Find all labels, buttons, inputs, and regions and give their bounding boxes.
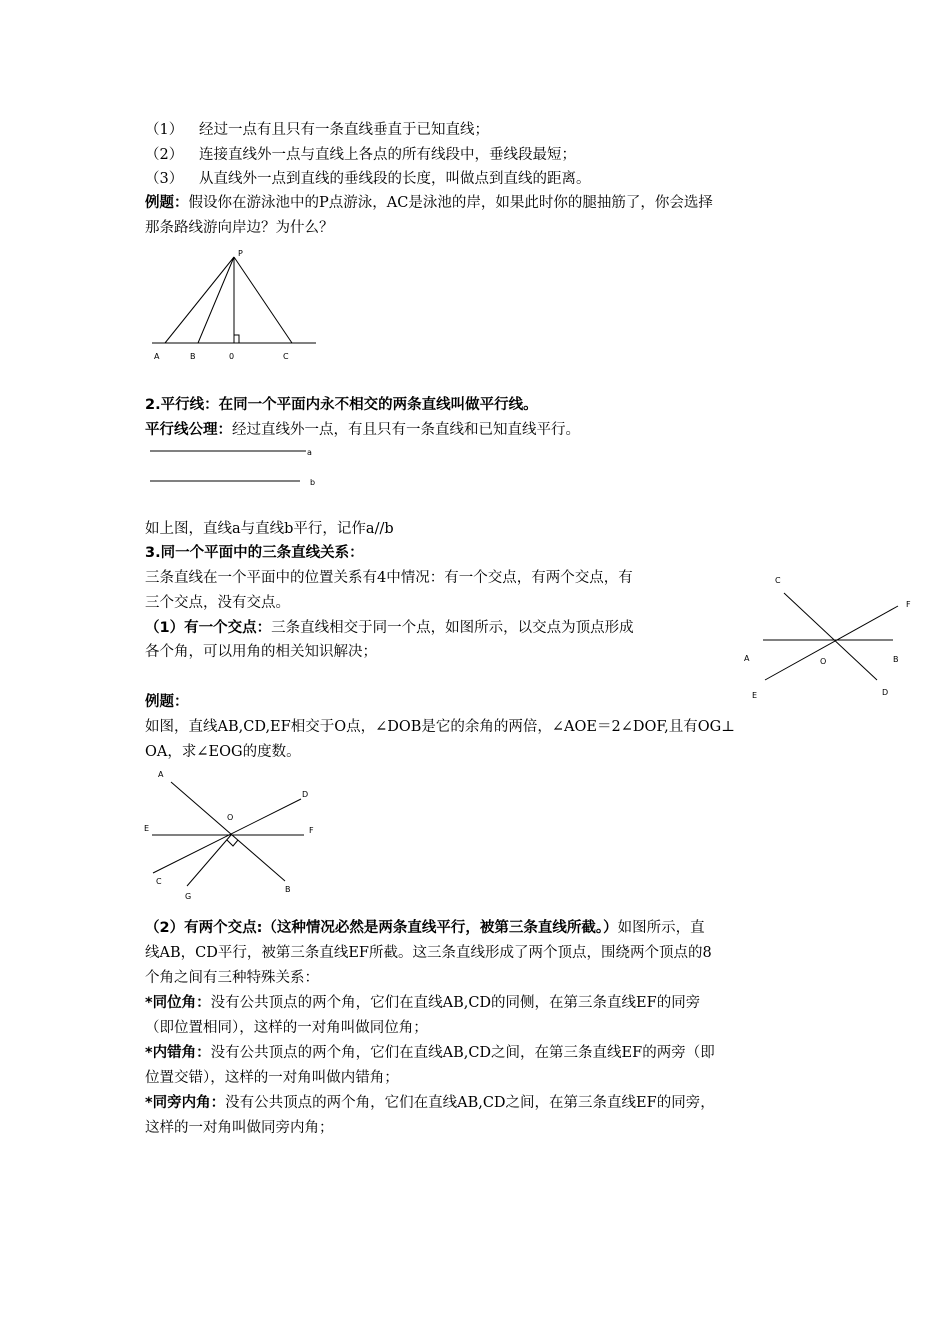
ray-og xyxy=(187,835,231,886)
parallel-note: 如上图，直线a与直线b平行，记作a//b xyxy=(145,521,394,537)
label-e: E xyxy=(144,824,150,833)
section3-intro1: 三条直线在一个平面中的位置关系有4中情况：有一个交点，有两个交点，有 xyxy=(145,570,633,586)
example2-label: 例题： xyxy=(145,694,189,710)
property-3: （3） 从直线外一点到直线的垂线段的长度，叫做点到直线的距离。 xyxy=(145,171,591,187)
label-f: F xyxy=(906,600,911,609)
label-o: O xyxy=(227,813,234,822)
label-f: F xyxy=(309,826,314,835)
case1-label: （1）有一个交点： xyxy=(145,620,272,636)
example2-line1: 如图，直线AB,CD,EF相交于O点，∠DOB是它的余角的两倍，∠AOE＝2∠DOF,且有OG⊥ xyxy=(145,719,735,735)
case2-line2: 线AB，CD平行，被第三条直线EF所截。这三条直线形成了两个顶点，围绕两个顶点的8 xyxy=(145,945,712,961)
case1-line2: 各个角，可以用角的相关知识解决； xyxy=(145,644,377,660)
label-b: B xyxy=(285,885,291,894)
line-cd xyxy=(153,799,301,873)
def-corresponding-l1: *同位角：没有公共顶点的两个角，它们在直线AB,CD的同侧，在第三条直线EF的同旁 xyxy=(145,995,701,1011)
label-c: C xyxy=(775,576,781,585)
def-interior-l1: *同旁内角：没有公共顶点的两个角，它们在直线AB,CD之间，在第三条直线EF的同旁， xyxy=(145,1095,715,1111)
example2-line2: OA，求∠EOG的度数。 xyxy=(145,744,301,760)
label-a: A xyxy=(744,654,750,663)
def-alternate-label: *内错角： xyxy=(145,1045,211,1061)
case2-line1: （2）有两个交点:（这种情况必然是两条直线平行，被第三条直线所截。）如图所示，直 xyxy=(145,920,705,936)
def-corresponding-label: *同位角： xyxy=(145,995,211,1011)
label-e: E xyxy=(752,691,758,700)
label-o: O xyxy=(820,657,827,666)
section3-intro2: 三个交点，没有交点。 xyxy=(145,595,290,611)
property-2: （2） 连接直线外一点与直线上各点的所有线段中，垂线段最短； xyxy=(145,147,576,163)
label-p: P xyxy=(238,249,243,258)
label-a: A xyxy=(158,770,164,779)
case2-line3: 个角之间有三种特殊关系： xyxy=(145,970,319,986)
line-ab xyxy=(171,782,285,881)
label-d: D xyxy=(302,790,309,799)
def-interior-label: *同旁内角： xyxy=(145,1095,226,1111)
axiom-label: 平行线公理： xyxy=(145,422,232,438)
def-interior-l2: 这样的一对角叫做同旁内角； xyxy=(145,1120,334,1136)
def-alternate-l1: *内错角：没有公共顶点的两个角，它们在直线AB,CD之间，在第三条直线EF的两旁（即 xyxy=(145,1045,715,1061)
label-o: 0 xyxy=(229,352,235,361)
def-corresponding-l2: （即位置相同），这样的一对角叫做同位角； xyxy=(145,1020,428,1036)
label-line-b: b xyxy=(310,478,316,487)
label-b: B xyxy=(190,352,196,361)
example-label: 例题： xyxy=(145,195,189,211)
property-1: （1） 经过一点有且只有一条直线垂直于已知直线； xyxy=(145,122,489,138)
axiom-line: 平行线公理：经过直线外一点，有且只有一条直线和已知直线平行。 xyxy=(145,422,580,438)
def-alternate-l2: 位置交错），这样的一对角叫做内错角； xyxy=(145,1070,399,1086)
case2-label: （2）有两个交点:（这种情况必然是两条直线平行，被第三条直线所截。） xyxy=(145,920,618,936)
label-line-a: a xyxy=(307,448,312,457)
right-angle-mark xyxy=(227,840,238,846)
section3-heading: 3.同一个平面中的三条直线关系： xyxy=(145,545,364,561)
example1-line1: 例题：假设你在游泳池中的P点游泳，AC是泳池的岸，如果此时你的腿抽筋了，你会选择 xyxy=(145,195,713,211)
example1-line2: 那条路线游向岸边？为什么？ xyxy=(145,220,334,236)
label-g: G xyxy=(185,892,192,901)
label-c: C xyxy=(283,352,289,361)
label-a: A xyxy=(154,352,160,361)
label-b: B xyxy=(893,655,899,664)
case1-line1: （1）有一个交点：三条直线相交于同一个点，如图所示，以交点为顶点形成 xyxy=(145,620,634,636)
label-c: C xyxy=(156,877,162,886)
label-d: D xyxy=(882,688,889,697)
section2-heading: 2.平行线：在同一个平面内永不相交的两条直线叫做平行线。 xyxy=(145,397,538,413)
